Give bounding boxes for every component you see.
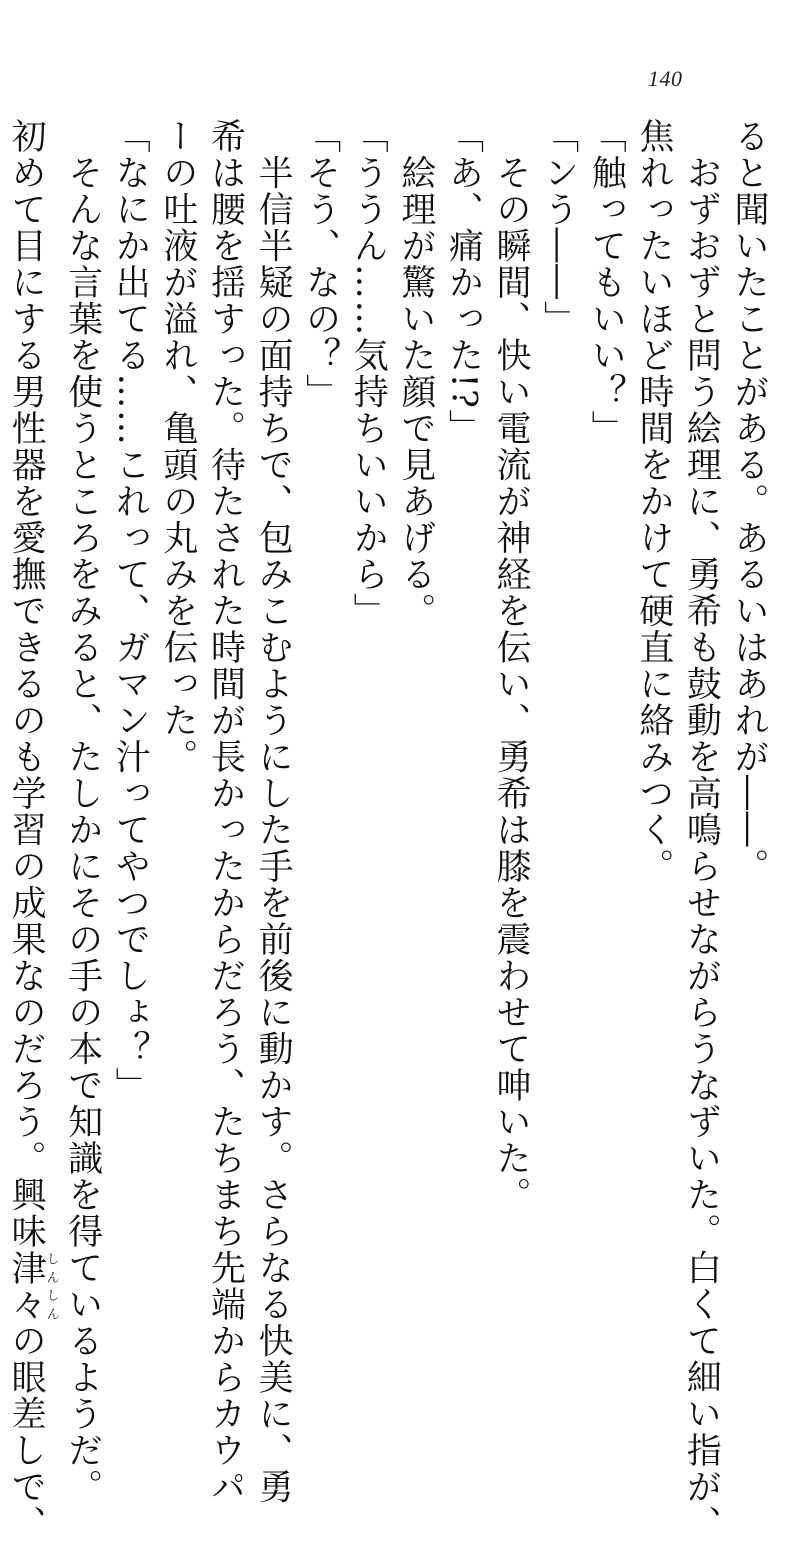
text-line: 「あ、痛かった!?」 bbox=[443, 118, 484, 446]
text-line: 「ンう――」 bbox=[538, 118, 579, 337]
text-line: 「ううん……気持ちいいから」 bbox=[348, 118, 389, 629]
text-line: ると聞いたことがある。あるいはあれが――。 bbox=[729, 118, 769, 885]
text-line: 絵理が驚いた顔で見あげる。 bbox=[395, 118, 436, 629]
text-line: そんな言葉を使うところをみると、たしかにその手の本で知識を得ているようだ。 bbox=[62, 118, 103, 1505]
text-line: 焦れったいほど時間をかけて硬直に絡みつく。 bbox=[633, 118, 674, 885]
vertical-text-body bbox=[6, 118, 772, 1542]
text-line: おずおずと問う絵理に、勇希も鼓動を高鳴らせながらうなずいた。白くて細い指が、 bbox=[681, 118, 722, 1542]
page-number: 140 bbox=[648, 66, 683, 91]
text-line: 初めて目にする男性器を愛撫できるのも学習の成果なのだろう。興味津々しんしんの眼差しで、 bbox=[6, 118, 59, 1542]
text-line: ーの吐液が溢れ、亀頭の丸みを伝った。 bbox=[157, 118, 198, 775]
text-line: その瞬間、快い電流が神経を伝い、勇希は膝を震わせて呻いた。 bbox=[491, 118, 532, 1213]
text-line: 「そう、なの？」 bbox=[300, 118, 341, 410]
ruby-reading: しんしん bbox=[43, 1249, 59, 1323]
ruby-annotation: 津々しんしん bbox=[6, 1249, 59, 1323]
text-line: 「触ってもいい？」 bbox=[586, 118, 627, 447]
text-line: 半信半疑の面持ちで、包みこむようにした手を前後に動かす。さらなる快美に、勇 bbox=[253, 118, 294, 1505]
text-line: 希は腰を揺すった。待たされた時間が長かったからだろう、たちまち先端からカウパ bbox=[205, 118, 246, 1505]
text-line: 「なにか出てる……これって、ガマン汁ってやつでしょ？」 bbox=[110, 118, 151, 1104]
